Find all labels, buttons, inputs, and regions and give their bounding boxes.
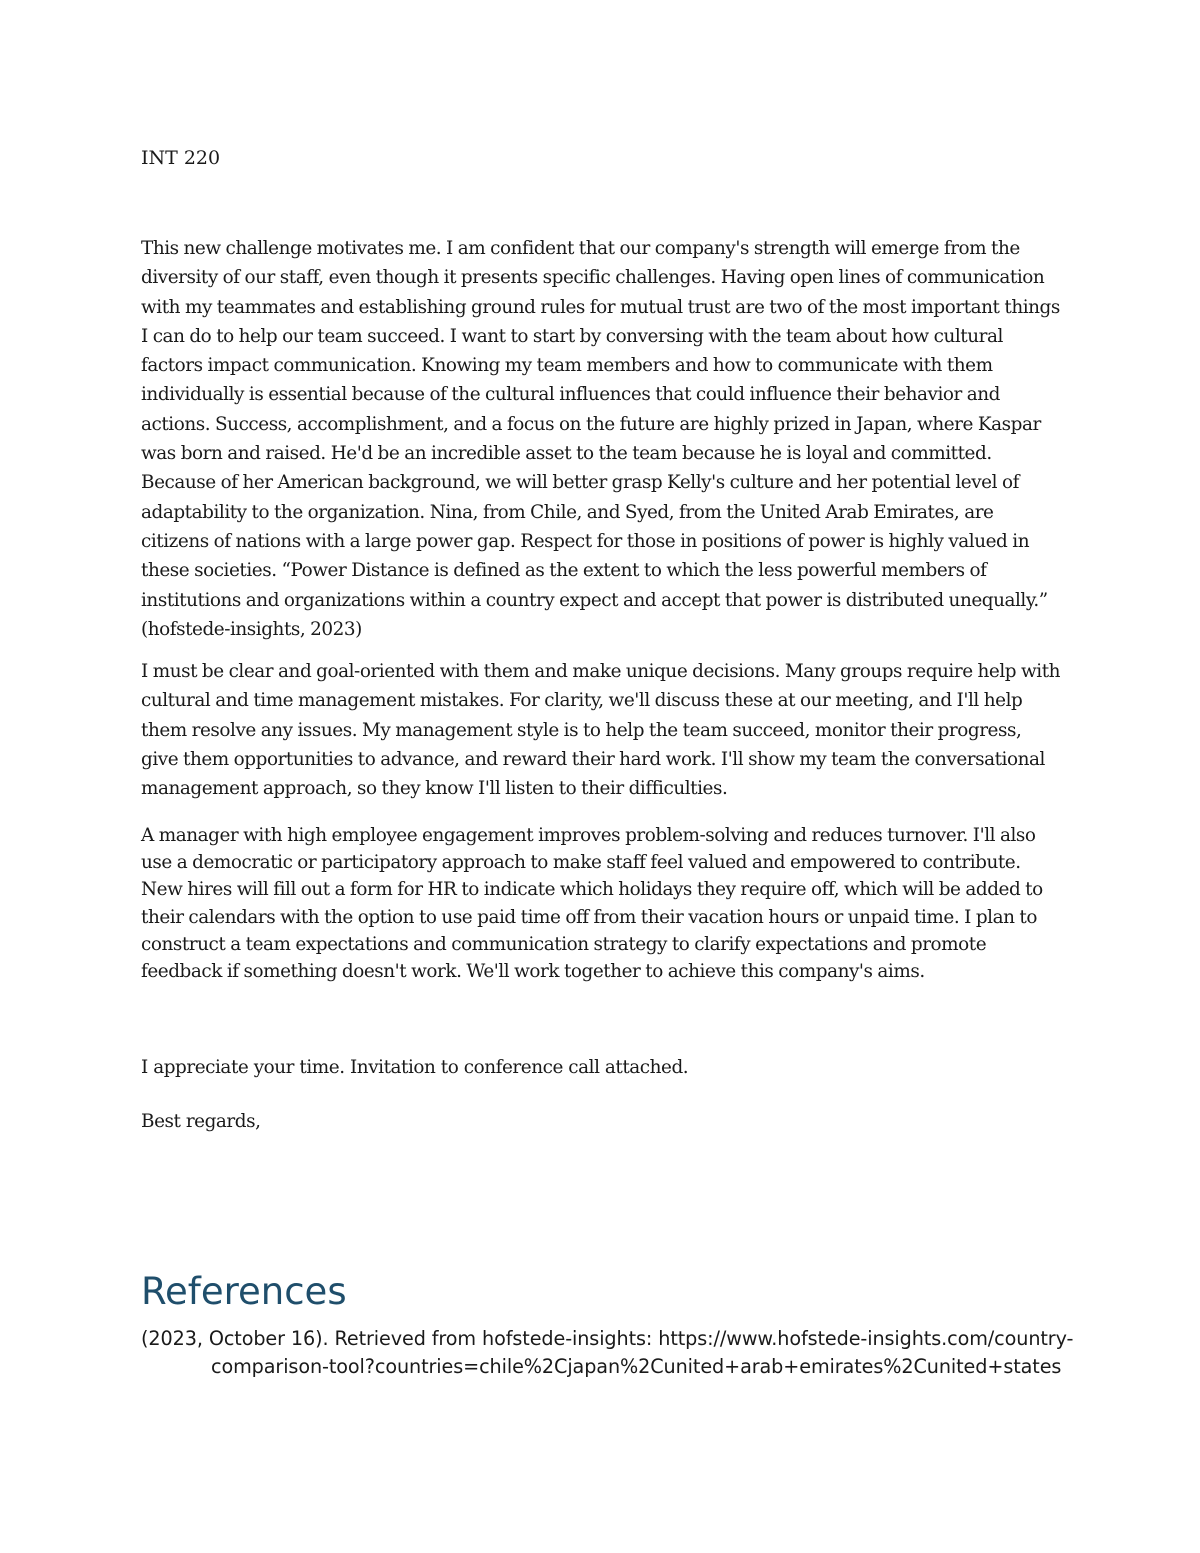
body-paragraph-3: A manager with high employee engagement improves problem-solving and reduces turnover. I'll also use a democratic or participatory approach to make staff feel valued and empowered to contribute. New hires will fill out a form for HR to indicate which holidays they require off, which will be added to their calendars with the option to use paid time off from their vacation hours or unpaid time. I plan to construct a team expectations and communication strategy to clarify expectations and promote feedback if something doesn't work. We'll work together to achieve this company's aims. [141, 825, 1043, 983]
closing-line: I appreciate your time. Invitation to conference call attached. [141, 1057, 689, 1078]
reference-date: (2023, October 16). [141, 1327, 329, 1350]
reference-retrieved: Retrieved from hofstede-insights: [334, 1327, 653, 1350]
reference-entry [141, 1325, 1091, 1380]
body-paragraph-2: I must be clear and goal-oriented with them and make unique decisions. Many groups require help with cultural and time management mistakes. For clarity, we'll discuss these at our meeting, and I'll help them resolve any issues. My management style is to help the team succeed, monitor their progress, give them opportunities to advance, and reward their hard work. I'll show my team the conversational management approach, so they know I'll listen to their difficulties. [141, 661, 1061, 800]
references-heading: References [141, 1270, 347, 1313]
body-paragraph-1: This new challenge motivates me. I am confident that our company's strength will emerge from the diversity of our staff, even though it presents specific challenges. Having open lines of communication with my teammates and establishing ground rules for mutual trust are two of the most important things I can do to help our team succeed. I want to start by conversing with the team about how cultural factors impact communication. Knowing my team members and how to communicate with them individually is essential because of the cultural influences that could influence their behavior and actions. Success, accomplishment, and a focus on the future are highly prized in Japan, where Kaspar was born and raised. He'd be an incredible asset to the team because he is loyal and committed. Because of her American background, we will better grasp Kelly's culture and her potential level of adaptability to the organization. Nina, from Chile, and Syed, from the United Arab Emirates, are citizens of nations with a large power gap. Respect for those in positions of power is highly valued in these societies. “Power Distance is defined as the extent to which the less powerful members of institutions and organizations within a country expect and accept that power is distributed unequally.” (hofstede-insights, 2023) [141, 238, 1060, 640]
course-code: INT 220 [141, 147, 221, 169]
sign-off: Best regards, [141, 1111, 261, 1132]
reference-url: https://www.hofstede-insights.com/country-comparison-tool?countries=chile%2Cjapan%2Cunited+arab+emirates%2Cunited+states [211, 1327, 1074, 1378]
